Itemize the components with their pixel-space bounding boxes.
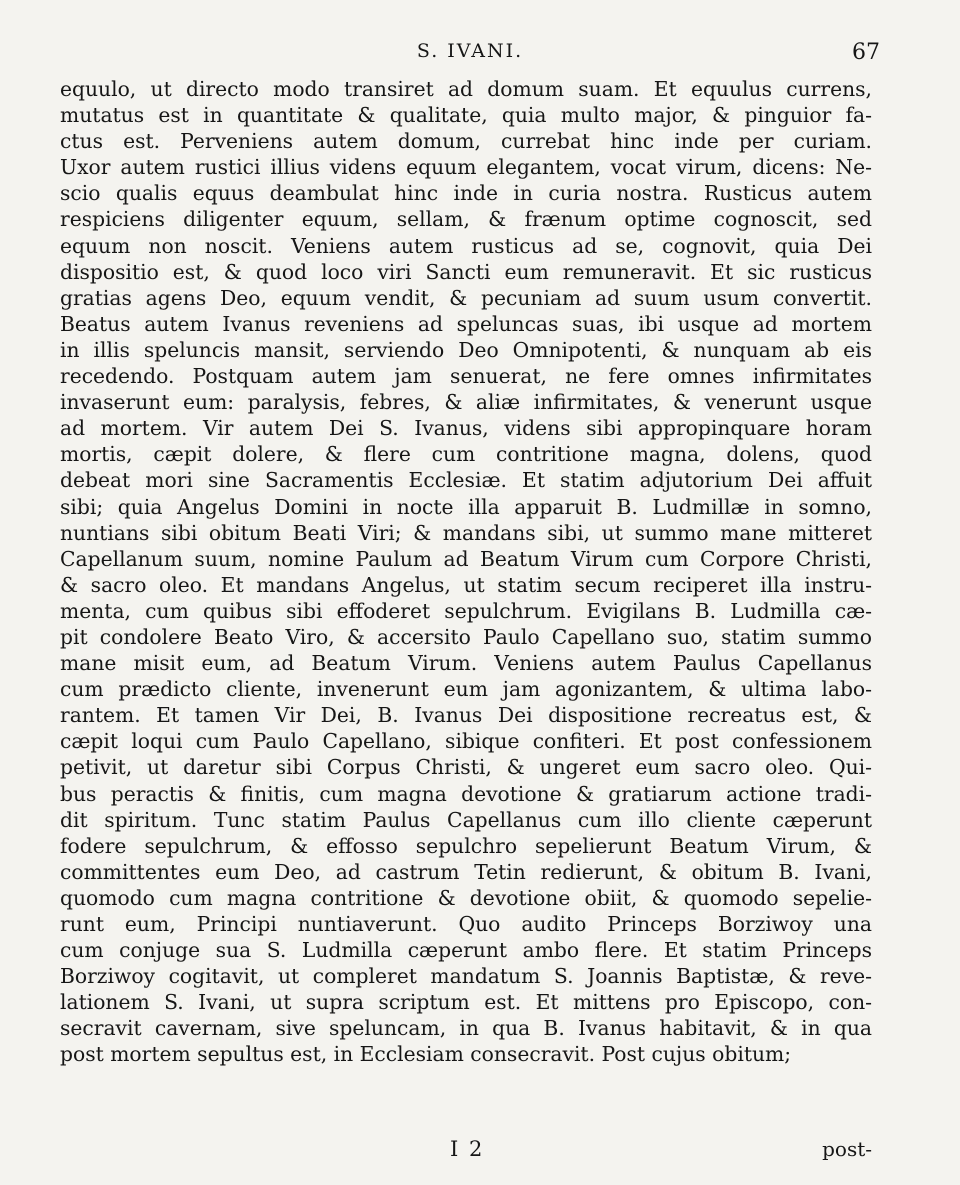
text-line: nuntians sibi obitum Beati Viri; & mandans sibi, ut summo mane mitteret [60, 520, 872, 545]
text-line: post mortem sepultus est, in Ecclesiam consecravit. Post cujus obitum; [60, 1042, 792, 1067]
text-body [60, 76, 872, 1068]
text-line: cum conjuge sua S. Ludmilla cæperunt ambo flere. Et statim Princeps [60, 938, 872, 963]
text-line: committentes eum Deo, ad castrum Tetin redierunt, & obitum B. Ivani, [60, 859, 872, 884]
text-line: menta, cum quibus sibi effoderet sepulchrum. Evigilans B. Ludmilla cæ- [60, 598, 872, 623]
text-line: invaserunt eum: paralysis, febres, & aliæ infirmitates, & venerunt usque [60, 390, 872, 415]
page-number: 67 [852, 40, 880, 65]
text-line: mortis, cæpit dolere, & flere cum contritione magna, dolens, quod [60, 442, 872, 467]
text-line: fodere sepulchrum, & effosso sepulchro sepelierunt Beatum Virum, & [60, 833, 872, 858]
text-line: gratias agens Deo, equum vendit, & pecuniam ad suum usum convertit. [60, 285, 872, 310]
text-line: quomodo cum magna contritione & devotione obiit, & quomodo sepelie- [60, 885, 872, 910]
text-line: bus peractis & finitis, cum magna devotione & gratiarum actione tradi- [60, 781, 872, 806]
catchword: post- [822, 1137, 872, 1161]
text-line: Capellanum suum, nomine Paulum ad Beatum Virum cum Corpore Christi, [60, 546, 872, 571]
page-footer [60, 1137, 872, 1167]
text-line: rantem. Et tamen Vir Dei, B. Ivanus Dei dispositione recreatus est, & [60, 703, 872, 728]
text-line: sibi; quia Angelus Domini in nocte illa apparuit B. Ludmillæ in somno, [60, 494, 872, 519]
text-line: dit spiritum. Tunc statim Paulus Capellanus cum illo cliente cæperunt [60, 807, 872, 832]
text-line: dispositio est, & quod loco viri Sancti eum remuneravit. Et sic rusticus [60, 259, 872, 284]
text-line: debeat mori sine Sacramentis Ecclesiæ. Et statim adjutorium Dei affuit [60, 468, 872, 493]
text-line: ad mortem. Vir autem Dei S. Ivanus, videns sibi appropinquare horam [60, 416, 872, 441]
running-header [60, 40, 880, 72]
text-line: recedendo. Postquam autem jam senuerat, ne fere omnes infirmitates [60, 364, 872, 389]
text-line: Beatus autem Ivanus reveniens ad speluncas suas, ibi usque ad mortem [60, 311, 872, 336]
text-line: runt eum, Principi nuntiaverunt. Quo audito Princeps Borziwoy una [60, 912, 872, 936]
text-line: Borziwoy cogitavit, ut compleret mandatum S. Joannis Baptistæ, & reve- [60, 964, 872, 989]
text-line: equulo, ut directo modo transiret ad domum suam. Et equulus currens, [60, 77, 872, 101]
text-line: lationem S. Ivani, ut supra scriptum est. Et mittens pro Episcopo, con- [60, 990, 872, 1015]
text-line: Uxor autem rustici illius videns equum elegantem, vocat virum, dicens: Ne- [60, 155, 872, 180]
text-line: cum prædicto cliente, invenerunt eum jam agonizantem, & ultima labo- [60, 677, 872, 702]
text-line: petivit, ut daretur sibi Corpus Christi, & ungeret eum sacro oleo. Qui- [60, 755, 872, 780]
text-line: pit condolere Beato Viro, & accersito Paulo Capellano suo, statim summo [60, 624, 872, 649]
text-line: respiciens diligenter equum, sellam, & frænum optime cognoscit, sed [60, 207, 872, 232]
text-line: ctus est. Perveniens autem domum, currebat hinc inde per curiam. [60, 129, 872, 154]
text-line: & sacro oleo. Et mandans Angelus, ut statim secum reciperet illa instru- [60, 572, 872, 597]
text-line: equum non noscit. Veniens autem rusticus ad se, cognovit, quia Dei [60, 233, 872, 258]
text-line: secravit cavernam, sive speluncam, in qua B. Ivanus habitavit, & in qua [60, 1016, 872, 1041]
text-line: in illis speluncis mansit, serviendo Deo Omnipotenti, & nunquam ab eis [60, 337, 872, 362]
text-line: mutatus est in quantitate & qualitate, quia multo major, & pinguior fa- [60, 103, 872, 128]
signature-mark: I 2 [450, 1137, 485, 1161]
text-line: scio qualis equus deambulat hinc inde in curia nostra. Rusticus autem [60, 181, 872, 206]
text-line: cæpit loqui cum Paulo Capellano, sibique confiteri. Et post confessionem [60, 729, 872, 754]
running-title: S. IVANI. [416, 40, 524, 62]
text-line: mane misit eum, ad Beatum Virum. Veniens autem Paulus Capellanus [60, 651, 872, 676]
